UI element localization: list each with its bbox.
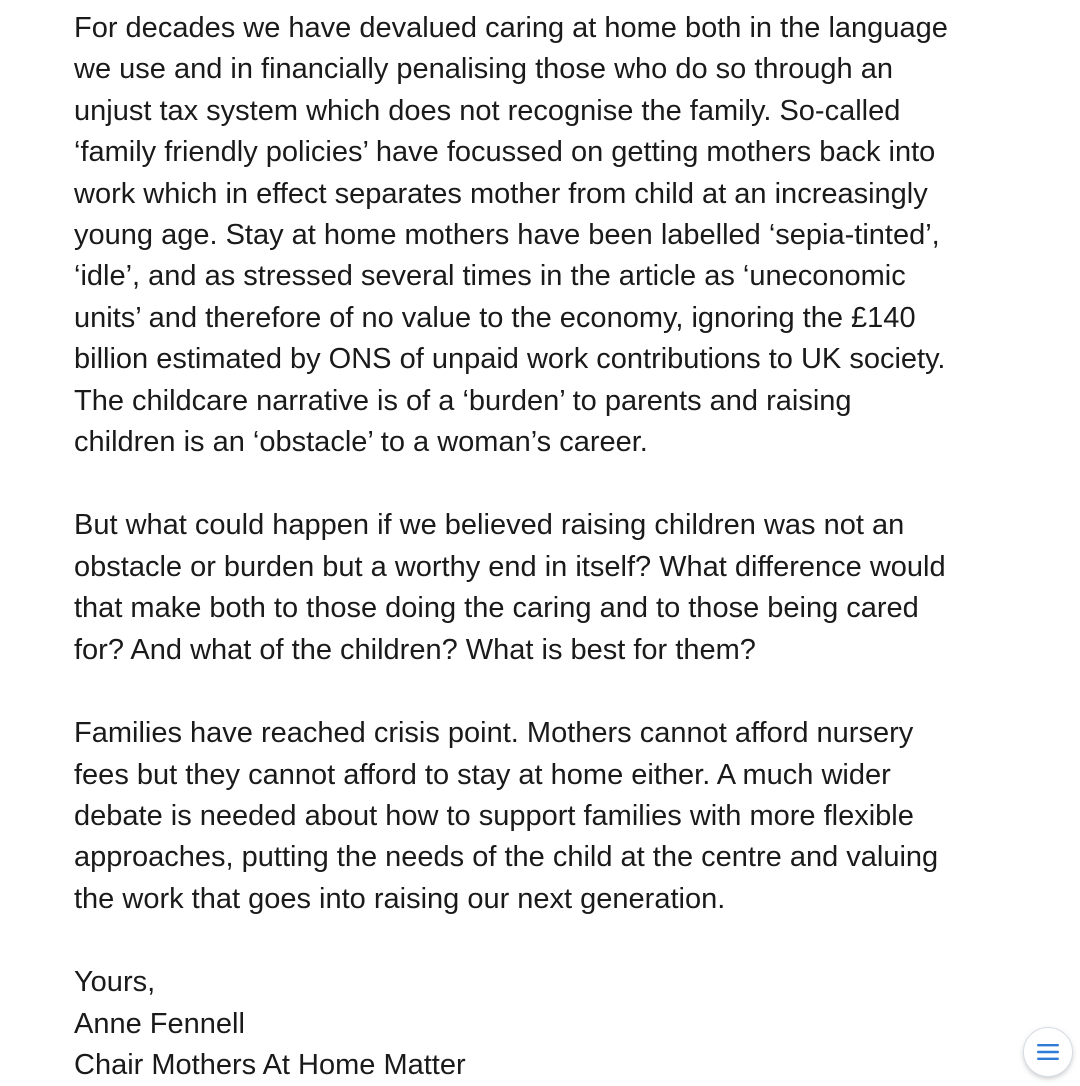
signoff-title: Chair Mothers At Home Matter bbox=[74, 1048, 466, 1081]
text-line: we use and in financially penalising those who do so through an bbox=[74, 53, 893, 86]
paragraph-spacer bbox=[74, 463, 1064, 505]
text-line: ‘idle’, and as stressed several times in the article as ‘uneconomic bbox=[74, 260, 906, 293]
menu-button[interactable] bbox=[1024, 1028, 1072, 1076]
text-line: Families have reached crisis point. Mothers cannot afford nursery bbox=[74, 717, 914, 750]
signoff-closing: Yours, bbox=[74, 966, 156, 999]
text-line: for? And what of the children? What is best for them? bbox=[74, 633, 756, 666]
paragraph-2 bbox=[74, 505, 1064, 671]
text-line: The childcare narrative is of a ‘burden’ to parents and raising bbox=[74, 384, 852, 417]
text-line: ‘family friendly policies’ have focussed on getting mothers back into bbox=[74, 136, 936, 169]
text-line: approaches, putting the needs of the child at the centre and valuing bbox=[74, 841, 939, 874]
paragraph-3 bbox=[74, 713, 1064, 920]
paragraph-spacer bbox=[74, 920, 1064, 962]
paragraph-1 bbox=[74, 8, 1064, 463]
text-line: that make both to those doing the caring and to those being cared bbox=[74, 592, 919, 625]
text-line: children is an ‘obstacle’ to a woman’s career. bbox=[74, 426, 648, 459]
text-line: debate is needed about how to support families with more flexible bbox=[74, 799, 914, 832]
text-line: billion estimated by ONS of unpaid work contributions to UK society. bbox=[74, 343, 946, 376]
text-line: fees but they cannot afford to stay at home either. A much wider bbox=[74, 758, 891, 791]
text-line: work which in effect separates mother from child at an increasingly bbox=[74, 177, 928, 210]
text-line: For decades we have devalued caring at home both in the language bbox=[74, 12, 948, 44]
text-line: young age. Stay at home mothers have been labelled ‘sepia-tinted’, bbox=[74, 219, 940, 252]
text-line: units’ and therefore of no value to the economy, ignoring the £140 bbox=[74, 301, 916, 334]
letter-body bbox=[74, 8, 1064, 1086]
signoff-block bbox=[74, 962, 1064, 1086]
text-line: unjust tax system which does not recognise the family. So-called bbox=[74, 94, 901, 127]
text-line: the work that goes into raising our next generation. bbox=[74, 882, 726, 915]
signoff-name: Anne Fennell bbox=[74, 1007, 245, 1040]
paragraph-spacer bbox=[74, 671, 1064, 713]
hamburger-menu-icon bbox=[1037, 1043, 1059, 1061]
text-line: obstacle or burden but a worthy end in itself? What difference would bbox=[74, 550, 946, 583]
text-line: But what could happen if we believed raising children was not an bbox=[74, 509, 905, 542]
